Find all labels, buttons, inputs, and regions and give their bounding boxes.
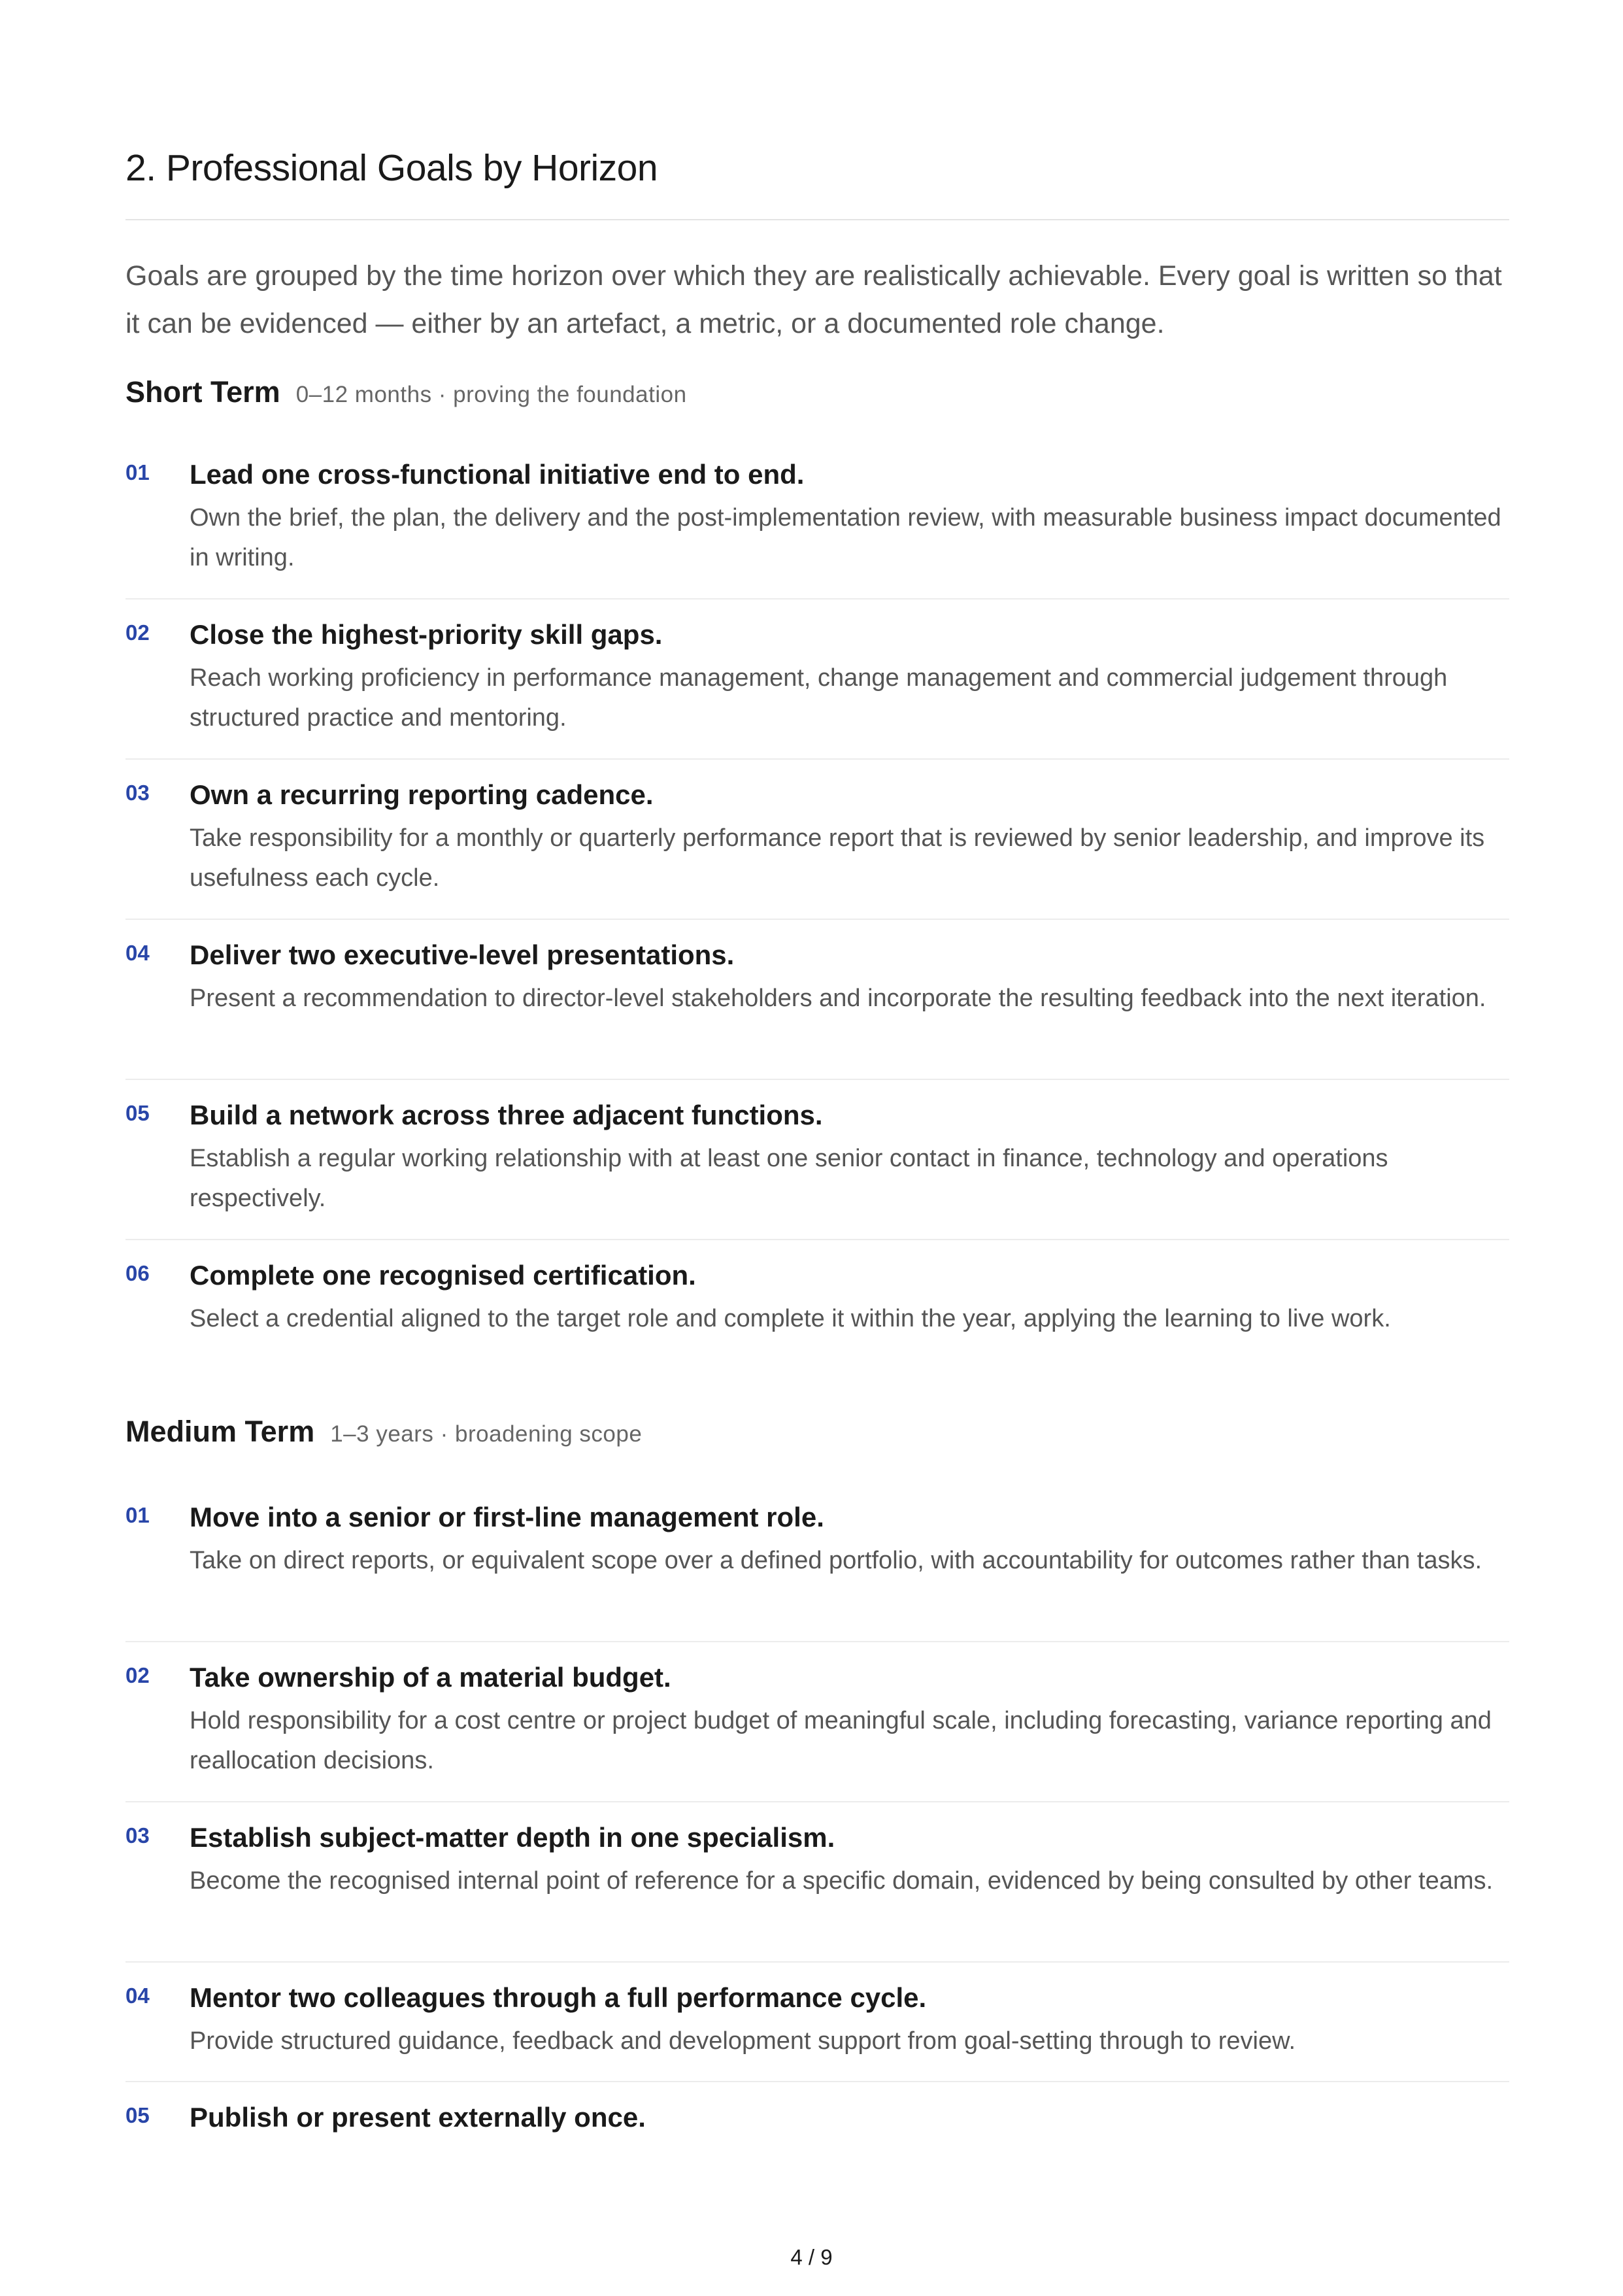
goal-number: 03: [125, 781, 150, 805]
goal-title: Deliver two executive-level presentations.: [190, 939, 735, 970]
goal-description: Own the brief, the plan, the delivery and the post-implementation review, with measurable business impact documented in writing.: [190, 504, 1501, 571]
goal-description: Establish a regular working relationship with at least one senior contact in finance, technology and operations respectively.: [190, 1145, 1388, 1212]
goal-number: 04: [125, 941, 150, 965]
goal-description: Reach working proficiency in performance management, change management and commercial judgement through structured practice and mentoring.: [190, 664, 1448, 732]
title-divider: [125, 219, 1509, 220]
goal-description: Select a credential aligned to the target role and complete it within the year, applying the learning to live work.: [190, 1305, 1391, 1332]
goal-description: Become the recognised internal point of reference for a specific domain, evidenced by being consulted by other teams.: [190, 1867, 1494, 1895]
goal-number: 05: [125, 1101, 150, 1125]
goal-description: Hold responsibility for a cost centre or project budget of meaningful scale, including forecasting, variance reporting and reallocation decisions.: [190, 1707, 1492, 1774]
goal-title: Lead one cross-functional initiative end to end.: [190, 459, 805, 490]
goal-number: 05: [125, 2103, 150, 2127]
goal-title: Build a network across three adjacent functions.: [190, 1100, 823, 1130]
goal-number: 01: [125, 460, 150, 484]
goal-number: 02: [125, 1663, 150, 1687]
section-intro: Goals are grouped by the time horizon over which they are realistically achievable. Every goal is written so that it can be evidenced — either by an artefact, a metric, or a documented role change.: [125, 260, 1502, 339]
goal-divider: [125, 1641, 1509, 1642]
goal-number: 01: [125, 1503, 150, 1527]
horizon-heading-short-term: [125, 375, 687, 409]
horizon-heading-medium-term: [125, 1415, 642, 1449]
goal-divider: [125, 1239, 1509, 1240]
goal-divider: [125, 919, 1509, 920]
goal-description: Take responsibility for a monthly or quarterly performance report that is reviewed by senior leadership, and improve its usefulness each cycle.: [190, 824, 1485, 892]
goal-title: Take ownership of a material budget.: [190, 1662, 671, 1693]
page-number: 4 / 9: [790, 2245, 833, 2269]
goal-title: Own a recurring reporting cadence.: [190, 779, 654, 810]
goal-title: Move into a senior or first-line management role.: [190, 1502, 824, 1532]
document-page: [125, 0, 1509, 2296]
goal-title: Complete one recognised certification.: [190, 1260, 696, 1291]
goal-description: Provide structured guidance, feedback and development support from goal-setting through to review.: [190, 2027, 1296, 2055]
goal-description: Present a recommendation to director-level stakeholders and incorporate the resulting feedback into the next iteration.: [190, 985, 1486, 1012]
goal-divider: [125, 1079, 1509, 1080]
goal-divider: [125, 2081, 1509, 2082]
goal-divider: [125, 1801, 1509, 1802]
goal-number: 02: [125, 620, 150, 645]
goal-title: Publish or present externally once.: [190, 2102, 646, 2133]
horizon-name: Medium Term: [125, 1415, 315, 1448]
horizon-name: Short Term: [125, 375, 280, 409]
goal-title: Mentor two colleagues through a full performance cycle.: [190, 1982, 927, 2013]
section-title: 2. Professional Goals by Horizon: [125, 147, 658, 189]
goal-number: 03: [125, 1823, 150, 1848]
goal-divider: [125, 1961, 1509, 1963]
goal-divider: [125, 758, 1509, 760]
goal-description: Take on direct reports, or equivalent scope over a defined portfolio, with accountability for outcomes rather than tasks.: [190, 1547, 1482, 1574]
goal-title: Establish subject-matter depth in one specialism.: [190, 1822, 835, 1853]
goal-number: 04: [125, 1984, 150, 2008]
horizon-meta: 1–3 years · broadening scope: [330, 1421, 643, 1447]
goal-title: Close the highest-priority skill gaps.: [190, 619, 663, 650]
goal-number: 06: [125, 1261, 150, 1285]
goal-divider: [125, 598, 1509, 599]
horizon-meta: 0–12 months · proving the foundation: [295, 382, 687, 407]
